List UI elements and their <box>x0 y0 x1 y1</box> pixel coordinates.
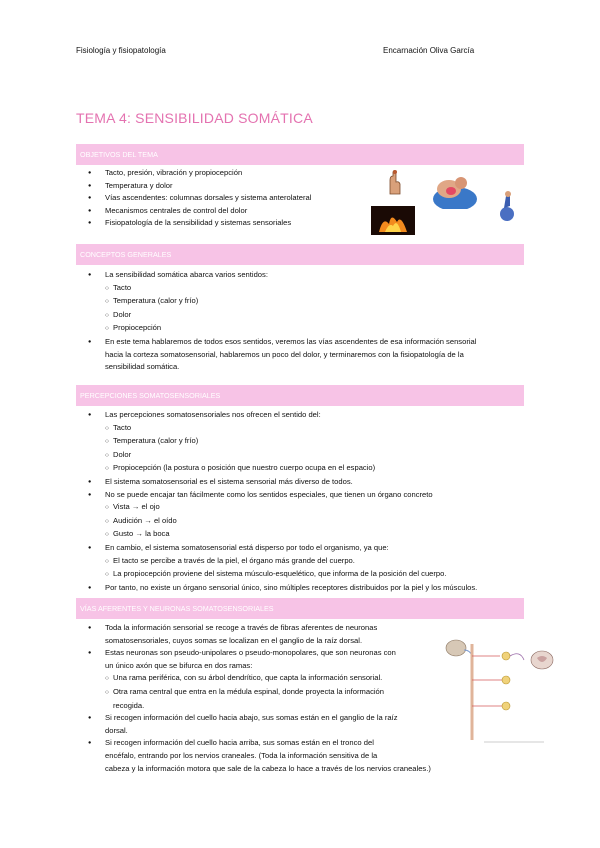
list-item: ● Temperatura y dolor <box>76 180 396 193</box>
page-title: TEMA 4: SENSIBILIDAD SOMÁTICA <box>76 110 313 126</box>
list-item: ● Mecanismos centrales de control del dolor <box>76 205 396 218</box>
list-item: ● Estas neuronas son pseudo-unipolares o pseudo-monopolares, que son neuronas con un único axón que se bifurca en dos ramas: <box>76 647 436 672</box>
list-item: ● Las percepciones somatosensoriales nos ofrecen el sentido del: <box>76 409 524 422</box>
fire-image <box>371 206 415 235</box>
objetivos-list <box>76 167 396 230</box>
list-item: ● En cambio, el sistema somatosensorial está disperso por todo el organismo, ya que: <box>76 542 524 555</box>
percepciones-list <box>76 409 524 594</box>
header-author: Encarnación Oliva García <box>383 46 475 55</box>
list-item: ● Si recogen información del cuello hacia arriba, sus somas están en el tronco del encéfalo, entrando por los nervios craneales. (Toda la información sensitiva de la cabeza y la información motora que sale de la cabeza lo hace a través de los nervios craneales.) <box>76 737 436 775</box>
list-item: ● En este tema hablaremos de todos esos sentidos, veremos las vías ascendentes de esa información sensorial hacia la corteza somatosensorial, hablaremos un poco del dolor, y terminaremos con la fisiopatología de la sensibilidad somática. <box>76 336 524 374</box>
list-item: ● No se puede encajar tan fácilmente como los sentidos especiales, que tienen un órgano concreto <box>76 489 524 502</box>
list-item: ○ Audición → el oído <box>105 515 177 525</box>
list-item: ○ Tacto <box>105 422 132 432</box>
list-item: ○ Dolor <box>105 449 132 459</box>
section-heading-vias: VÍAS AFERENTES Y NEURONAS SOMATOSENSORIALES <box>76 598 524 619</box>
list-item: ○ Propiocepción <box>105 323 162 333</box>
shoulder-pain-image <box>431 175 479 209</box>
conceptos-list <box>76 269 524 374</box>
list-item: ● El sistema somatosensorial es el sistema sensorial más diverso de todos. <box>76 476 524 489</box>
neuron-pathway-figure <box>444 636 556 748</box>
list-item: ○ El tacto se percibe a través de la piel, el órgano más grande del cuerpo. <box>105 555 355 565</box>
section-heading-objetivos: OBJETIVOS DEL TEMA <box>76 144 524 165</box>
list-item: ○ Gusto → la boca <box>105 529 170 539</box>
section-heading-conceptos: CONCEPTOS GENERALES <box>76 244 524 265</box>
list-item: ○ Propiocepción (la postura o posición que nuestro cuerpo ocupa en el espacio) <box>105 463 376 473</box>
list-item: ○ La propiocepción proviene del sistema músculo-esquelético, que informa de la posición del cuerpo. <box>105 569 447 579</box>
hand-tapping-image <box>382 168 406 196</box>
list-item: ○ Vista → el ojo <box>105 502 160 512</box>
header-course: Fisiología y fisiopatología <box>76 46 166 55</box>
list-item: ○ Una rama periférica, con su árbol dendrítico, que capta la información sensorial. <box>105 673 383 683</box>
list-item: ● La sensibilidad somática abarca varios sentidos: <box>76 269 524 282</box>
list-item: ● Toda la información sensorial se recoge a través de fibras aferentes de neuronas somatosensoriales, cuyos somas se localizan en el ganglio de la raíz dorsal. <box>76 622 436 647</box>
list-item: ○ Temperatura (calor y frío) <box>105 436 199 446</box>
list-item: ○ Otra rama central que entra en la médula espinal, donde proyecta la información recogida. <box>105 686 384 710</box>
list-item: ● Por tanto, no existe un órgano sensorial único, sino múltiples receptores distribuidos por la piel y los músculos. <box>76 582 524 595</box>
list-item: ● Tacto, presión, vibración y propiocepción <box>76 167 396 180</box>
vias-list <box>76 622 436 775</box>
exercise-ball-image <box>494 190 520 222</box>
list-item: ○ Dolor <box>105 309 132 319</box>
list-item: ○ Tacto <box>105 282 132 292</box>
list-item: ● Fisiopatología de la sensibilidad y sistemas sensoriales <box>76 217 396 230</box>
section-heading-percepciones: PERCEPCIONES SOMATOSENSORIALES <box>76 385 524 406</box>
list-item: ○ Temperatura (calor y frío) <box>105 296 199 306</box>
list-item: ● Si recogen información del cuello hacia abajo, sus somas están en el ganglio de la raíz dorsal. <box>76 712 436 737</box>
list-item: ● Vías ascendentes: columnas dorsales y sistema anterolateral <box>76 192 396 205</box>
